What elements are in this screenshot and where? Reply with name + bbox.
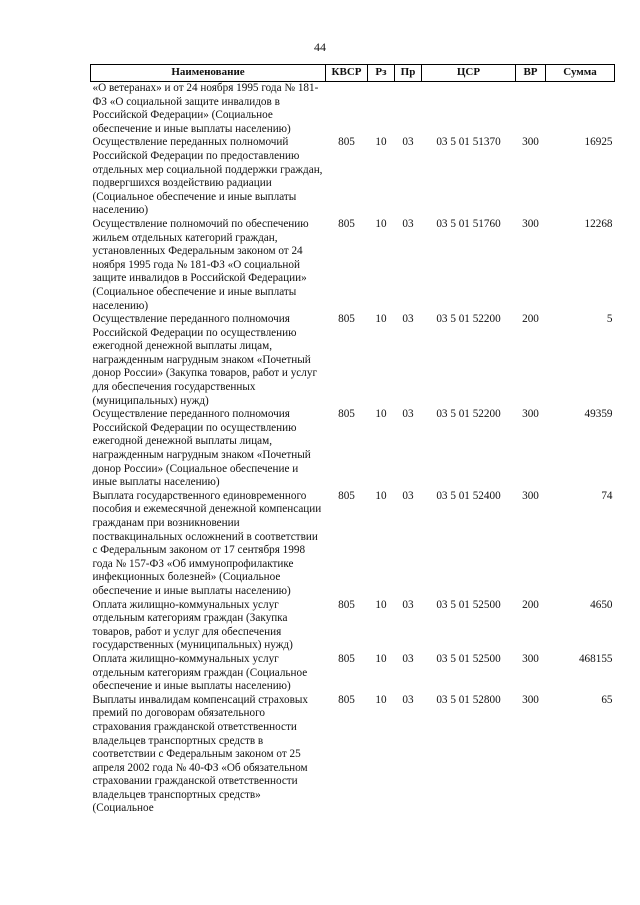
row-vr: 200 bbox=[522, 598, 539, 611]
row-csr: 03 5 01 52200 bbox=[436, 313, 501, 326]
column-header-vr: ВР bbox=[516, 65, 546, 82]
row-pr: 03 bbox=[402, 217, 414, 230]
row-sum: 16925 bbox=[584, 136, 613, 149]
row-kvsr bbox=[326, 82, 368, 137]
row-sum: 49359 bbox=[584, 408, 613, 421]
row-rz: 10 bbox=[375, 217, 387, 230]
row-vr: 300 bbox=[522, 136, 539, 149]
row-name: «О ветеранах» и от 24 ноября 1995 года № 181-ФЗ «О социальной защите инвалидов в Российской Федерации» (Социальное обеспечение и иные выплаты населению) bbox=[92, 82, 319, 135]
table-header bbox=[91, 65, 615, 82]
row-sum: 65 bbox=[601, 693, 613, 706]
budget-table bbox=[90, 64, 615, 816]
row-pr: 03 bbox=[402, 136, 414, 149]
row-pr: 03 bbox=[402, 408, 414, 421]
row-vr: 300 bbox=[522, 408, 539, 421]
table-row bbox=[91, 136, 615, 218]
row-name: Оплата жилищно-коммунальных услуг отдельным категориям граждан (Социальное обеспечение и иные выплаты населению) bbox=[92, 652, 308, 693]
table-row bbox=[91, 653, 615, 694]
row-rz: 10 bbox=[375, 693, 387, 706]
row-sum bbox=[546, 82, 615, 137]
table-row bbox=[91, 599, 615, 653]
row-csr bbox=[422, 82, 516, 137]
row-name: Выплата государственного единовременного пособия и ежемесячной денежной компенсации гражданам при возникновении поствакцинальных осложнений в соответствии с Федеральным законом от 17 сентября 1998 года № 157-ФЗ «Об иммунопрофилактике инфекционных болезней» (Социальное обеспечение и иные выплаты населению) bbox=[92, 489, 322, 597]
row-name: Осуществление полномочий по обеспечению жильем отдельных категорий граждан, установленных Федеральным законом от 24 ноября 1995 года № 181-ФЗ «О социальной защите инвалидов в Российской Федерации» (Социальное обеспечение и иные выплаты населению) bbox=[92, 217, 309, 312]
column-header-name: Наименование bbox=[91, 65, 326, 82]
row-pr bbox=[395, 82, 422, 137]
table-row bbox=[91, 490, 615, 599]
row-rz: 10 bbox=[375, 408, 387, 421]
row-kvsr: 805 bbox=[338, 598, 355, 611]
row-pr: 03 bbox=[402, 598, 414, 611]
row-csr: 03 5 01 52500 bbox=[436, 652, 501, 665]
row-kvsr: 805 bbox=[338, 408, 355, 421]
row-sum: 5 bbox=[606, 313, 613, 326]
column-header-rz: Рз bbox=[368, 65, 395, 82]
table-body bbox=[91, 82, 615, 817]
row-vr: 300 bbox=[522, 217, 539, 230]
column-header-pr: Пр bbox=[395, 65, 422, 82]
row-vr: 200 bbox=[522, 313, 539, 326]
row-vr: 300 bbox=[522, 652, 539, 665]
row-name: Осуществление переданного полномочия Российской Федерации по осуществлению ежегодной денежной выплаты лицам, награжденным нагрудным знаком «Почетный донор России» (Закупка товаров, работ и услуг для обеспечения государственных (муниципальных) нужд) bbox=[92, 313, 318, 407]
row-csr: 03 5 01 52800 bbox=[436, 693, 501, 706]
row-vr: 300 bbox=[522, 693, 539, 706]
row-kvsr: 805 bbox=[338, 313, 355, 326]
row-rz: 10 bbox=[375, 598, 387, 611]
row-csr: 03 5 01 52400 bbox=[436, 489, 501, 502]
table-row bbox=[91, 313, 615, 408]
table-row bbox=[91, 408, 615, 490]
row-sum: 74 bbox=[601, 489, 613, 502]
column-header-kvsr: КВСР bbox=[326, 65, 368, 82]
table-row bbox=[91, 694, 615, 816]
row-kvsr: 805 bbox=[338, 136, 355, 149]
row-csr: 03 5 01 51370 bbox=[436, 136, 501, 149]
row-rz: 10 bbox=[375, 313, 387, 326]
row-pr: 03 bbox=[402, 693, 414, 706]
row-vr bbox=[516, 82, 546, 137]
row-name: Осуществление переданных полномочий Российской Федерации по предоставлению отдельных мер социальной поддержки граждан, подвергшихся воздействию радиации (Социальное обеспечение и иные выплаты населению) bbox=[92, 136, 323, 217]
row-name: Оплата жилищно-коммунальных услуг отдельным категориям граждан (Закупка товаров, работ и услуг для обеспечения государственных (муниципальных) нужд) bbox=[92, 598, 293, 652]
page-number: 44 bbox=[314, 40, 326, 54]
row-csr: 03 5 01 52500 bbox=[436, 598, 501, 611]
row-kvsr: 805 bbox=[338, 217, 355, 230]
row-pr: 03 bbox=[402, 652, 414, 665]
row-vr: 300 bbox=[522, 489, 539, 502]
row-rz bbox=[368, 82, 395, 137]
row-pr: 03 bbox=[402, 489, 414, 502]
column-header-sum: Сумма bbox=[546, 65, 615, 82]
row-rz: 10 bbox=[375, 136, 387, 149]
row-kvsr: 805 bbox=[338, 652, 355, 665]
row-csr: 03 5 01 51760 bbox=[436, 217, 501, 230]
row-sum: 468155 bbox=[578, 652, 613, 665]
row-rz: 10 bbox=[375, 652, 387, 665]
table-row bbox=[91, 218, 615, 313]
column-header-csr: ЦСР bbox=[422, 65, 516, 82]
row-name: Выплаты инвалидам компенсаций страховых премий по договорам обязательного страхования гражданской ответственности владельцев транспортных средств в соответствии с Федеральным законом от 25 апреля 2002 года № 40-ФЗ «Об обязательном страховании гражданской ответственности владельцев транспортных средств» (Социальное bbox=[92, 693, 308, 815]
row-name: Осуществление переданного полномочия Российской Федерации по осуществлению ежегодной денежной выплаты лицам, награжденным нагрудным знаком «Почетный донор России» (Социальное обеспечение и иные выплаты населению) bbox=[92, 408, 311, 489]
row-kvsr: 805 bbox=[338, 489, 355, 502]
row-kvsr: 805 bbox=[338, 693, 355, 706]
table-row bbox=[91, 82, 615, 137]
row-csr: 03 5 01 52200 bbox=[436, 408, 501, 421]
row-sum: 12268 bbox=[584, 217, 613, 230]
row-sum: 4650 bbox=[590, 598, 613, 611]
row-rz: 10 bbox=[375, 489, 387, 502]
row-pr: 03 bbox=[402, 313, 414, 326]
